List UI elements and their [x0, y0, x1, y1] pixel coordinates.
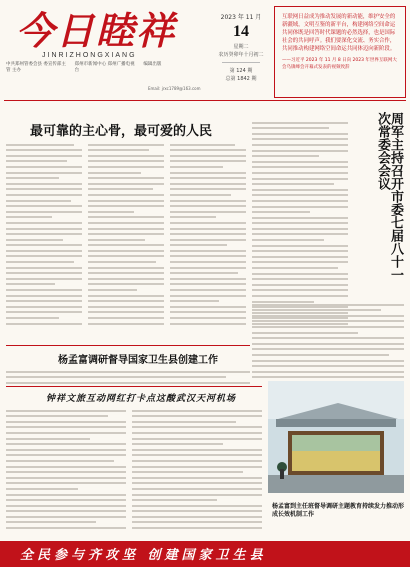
issue-total: 总第 1842 期	[225, 76, 257, 82]
feature-column-2	[132, 406, 262, 536]
issue-number: 第 124 期	[229, 68, 253, 74]
article-column-3	[170, 140, 246, 340]
masthead-info	[6, 62, 206, 86]
news-photo	[268, 381, 404, 493]
second-article-text	[6, 367, 250, 387]
publisher-info: 中共郑州管委会县 委宣传部主管 主办	[6, 62, 66, 73]
section-divider-1	[6, 345, 250, 346]
article-column-1	[6, 140, 82, 340]
side-article-text	[252, 300, 404, 378]
masthead	[6, 8, 206, 58]
publisher-partner: 郑州市新闻中心 郑州广播电视台	[74, 62, 135, 73]
publisher-role: 编辑出版	[143, 62, 162, 67]
feature-column-1	[6, 406, 126, 536]
second-headline: 杨孟富调研督导国家卫生县创建工作	[58, 355, 218, 366]
date-lunar: 农历癸卯年十月初二	[218, 52, 264, 58]
side-headline-vertical: 周军主持召开市委七届八十一次常委会会议	[375, 112, 403, 281]
article-column-2	[88, 140, 164, 340]
slogan-box	[274, 6, 406, 98]
date-year-month: 2023 年 11 月	[220, 14, 262, 21]
footer-slogan: 全民参与齐攻坚 创建国家卫生县	[20, 548, 267, 563]
date-divider	[222, 62, 260, 63]
header-divider	[4, 100, 406, 101]
footer-banner	[0, 541, 410, 567]
feature-banner: 钟祥文旅互动网红打卡点这酸武汉天河机场	[46, 394, 237, 404]
contact-email: Email: jrxc1789@163.com	[148, 86, 201, 91]
date-day: 14	[233, 23, 249, 40]
date-weekday: 星期二	[233, 44, 249, 50]
main-headline: 最可靠的主心骨，最可爱的人民	[30, 124, 213, 139]
newspaper-title: 今日睦祥	[16, 8, 177, 53]
section-divider-2	[6, 386, 262, 387]
newspaper-pinyin: JINRIZHONGXIANG	[42, 52, 137, 59]
slogan-citation: ——习近平 2023 年 11 月 8 日向 2023 年世界互联网大会乌镇峰会开幕式发表的视频致辞	[282, 58, 397, 70]
date-box	[212, 10, 270, 94]
side-headline-lower: 杨孟富到主任班督导调研主题教育持续发力推动形成长效机制工作	[272, 503, 405, 518]
photo-illustration	[268, 381, 404, 493]
slogan-text: 互联网日益成为推动发展的新动能，维护安全的新疆域，文明互鉴的新平台，构建网络空间命运共同体既是回答时代课题的必然选择，也是国际社会的共同呼声。我们要深化交流、务实合作，共同推动构建网络空间命运共同体迈向新阶段。	[282, 14, 396, 52]
